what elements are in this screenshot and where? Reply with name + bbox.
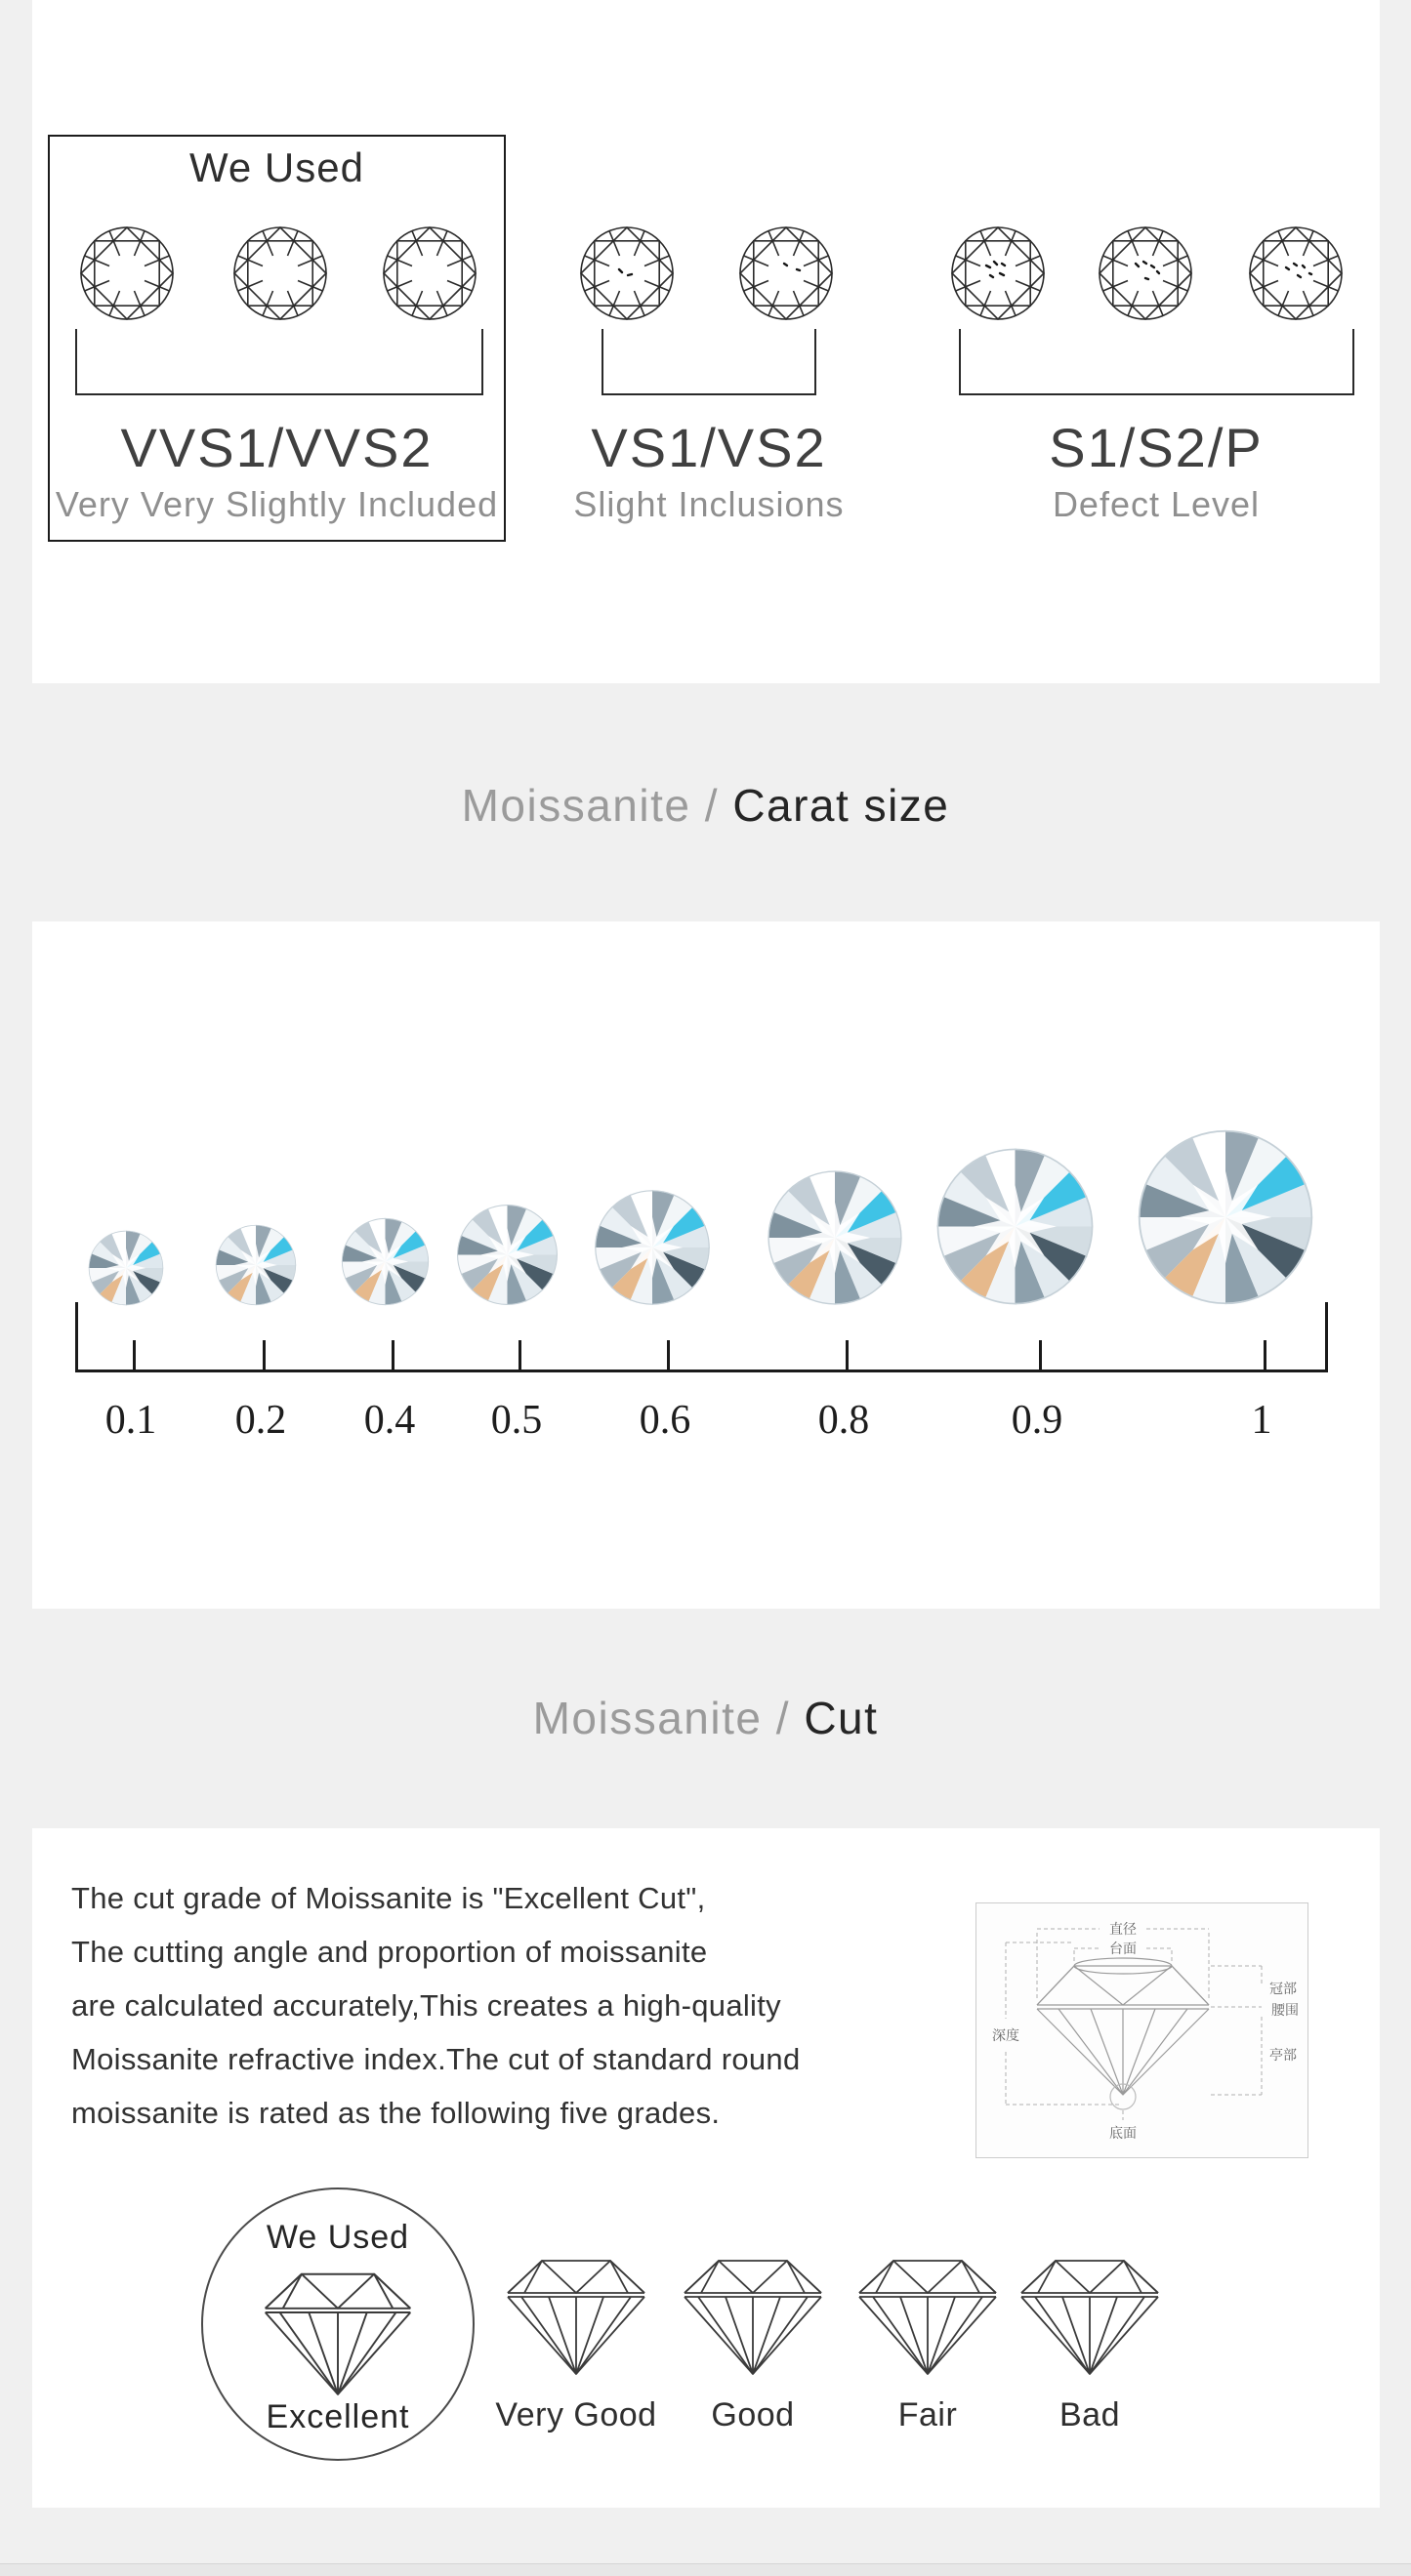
carat-tick [1264, 1340, 1266, 1370]
diagram-label-pavilion: 亭部 [1269, 2047, 1297, 2063]
carat-tick [846, 1340, 849, 1370]
group-bracket [959, 329, 1354, 395]
diamond-sideview-icon [850, 2249, 1006, 2376]
cut-paragraph [71, 1871, 911, 2140]
diamond-topview-icon [78, 225, 176, 322]
carat-size-label: 0.8 [817, 1398, 870, 1443]
cut-proportion-diagram [975, 1902, 1308, 2158]
diamond-topview-icon [737, 225, 835, 322]
diamond-topview-icon [1247, 225, 1345, 322]
carat-size-label: 0.5 [490, 1398, 543, 1443]
section-heading-cut [0, 1689, 1411, 1747]
carat-tick [1039, 1340, 1042, 1370]
diamond-topview-icon [231, 225, 329, 322]
carat-panel [32, 921, 1380, 1609]
clarity-panel [32, 0, 1380, 683]
cut-paragraph-line: The cutting angle and proportion of moissanite [71, 1935, 708, 1969]
diamond-topview-icon [578, 225, 676, 322]
gem-photo-icon [341, 1217, 430, 1306]
cut-paragraph-line: Moissanite refractive index.The cut of standard round [71, 2042, 801, 2076]
cut-grade-label: Bad [1059, 2396, 1120, 2433]
diamond-sideview-icon [498, 2249, 654, 2376]
diagram-label-diameter: 直径 [1109, 1921, 1137, 1937]
carat-ruler [75, 1302, 1328, 1372]
bottom-divider [0, 2563, 1411, 2576]
diagram-label-crown: 冠部 [1269, 1981, 1297, 1996]
group-bracket [75, 329, 483, 395]
diamond-proportions-sketch [976, 1903, 1307, 2157]
carat-tick [133, 1340, 136, 1370]
heading-prefix: Moissanite / [461, 780, 733, 831]
cut-paragraph-line: moissanite is rated as the following five grades. [71, 2096, 721, 2130]
cut-grade-label: Fair [897, 2396, 958, 2433]
cut-paragraph-line: The cut grade of Moissanite is "Excellent Cut", [71, 1881, 706, 1915]
diamond-topview-icon [381, 225, 478, 322]
heading-emphasis: Cut [804, 1693, 879, 1743]
diamond-sideview-icon [1012, 2249, 1168, 2376]
carat-size-label: 0.9 [1011, 1398, 1063, 1443]
diagram-label-table: 台面 [1109, 1941, 1137, 1956]
cut-grade-label: Good [711, 2396, 795, 2433]
carat-size-label: 0.2 [234, 1398, 287, 1443]
gem-photo-icon [456, 1204, 559, 1306]
gem-photo-icon [594, 1189, 711, 1306]
section-heading-carat [0, 776, 1411, 835]
clarity-we-used-label: We Used [189, 144, 364, 190]
grade-label: VS1/VS2 [591, 417, 827, 478]
diamond-sideview-icon [255, 2262, 421, 2396]
cut-we-used-label: We Used [266, 2219, 410, 2256]
group-bracket [602, 329, 816, 395]
excellent-we-used-circle [201, 2188, 475, 2461]
cut-grade-label: Very Good [495, 2396, 657, 2433]
grade-label: S1/S2/P [1049, 417, 1264, 478]
gem-photo-icon [1137, 1128, 1314, 1306]
gem-photo-icon [935, 1147, 1095, 1306]
diagram-label-girdle: 腰围 [1271, 2002, 1299, 2018]
grade-description: Slight Inclusions [573, 484, 845, 524]
carat-tick [263, 1340, 266, 1370]
carat-size-label: 1 [1251, 1398, 1272, 1443]
heading-emphasis: Carat size [732, 780, 950, 831]
carat-tick [667, 1340, 670, 1370]
carat-tick [392, 1340, 394, 1370]
diamond-topview-icon [949, 225, 1047, 322]
diagram-label-depth: 深度 [992, 2027, 1019, 2043]
carat-size-label: 0.1 [104, 1398, 157, 1443]
gem-photo-icon [88, 1230, 164, 1306]
grade-description: Defect Level [1052, 484, 1261, 524]
diamond-sideview-icon [675, 2249, 831, 2376]
carat-tick [519, 1340, 521, 1370]
gem-photo-icon [767, 1169, 903, 1306]
gem-photo-icon [215, 1224, 297, 1306]
cut-grade-label-excellent: Excellent [266, 2398, 410, 2435]
cut-panel [32, 1828, 1380, 2508]
carat-size-label: 0.6 [639, 1398, 691, 1443]
grade-description: Very Very Slightly Included [55, 484, 499, 524]
cut-paragraph-line: are calculated accurately,This creates a high-quality [71, 1988, 781, 2023]
grade-label: VVS1/VVS2 [120, 417, 434, 478]
diamond-topview-icon [1097, 225, 1194, 322]
carat-size-label: 0.4 [363, 1398, 416, 1443]
diagram-label-culet: 底面 [1109, 2125, 1137, 2141]
heading-prefix: Moissanite / [532, 1693, 805, 1743]
